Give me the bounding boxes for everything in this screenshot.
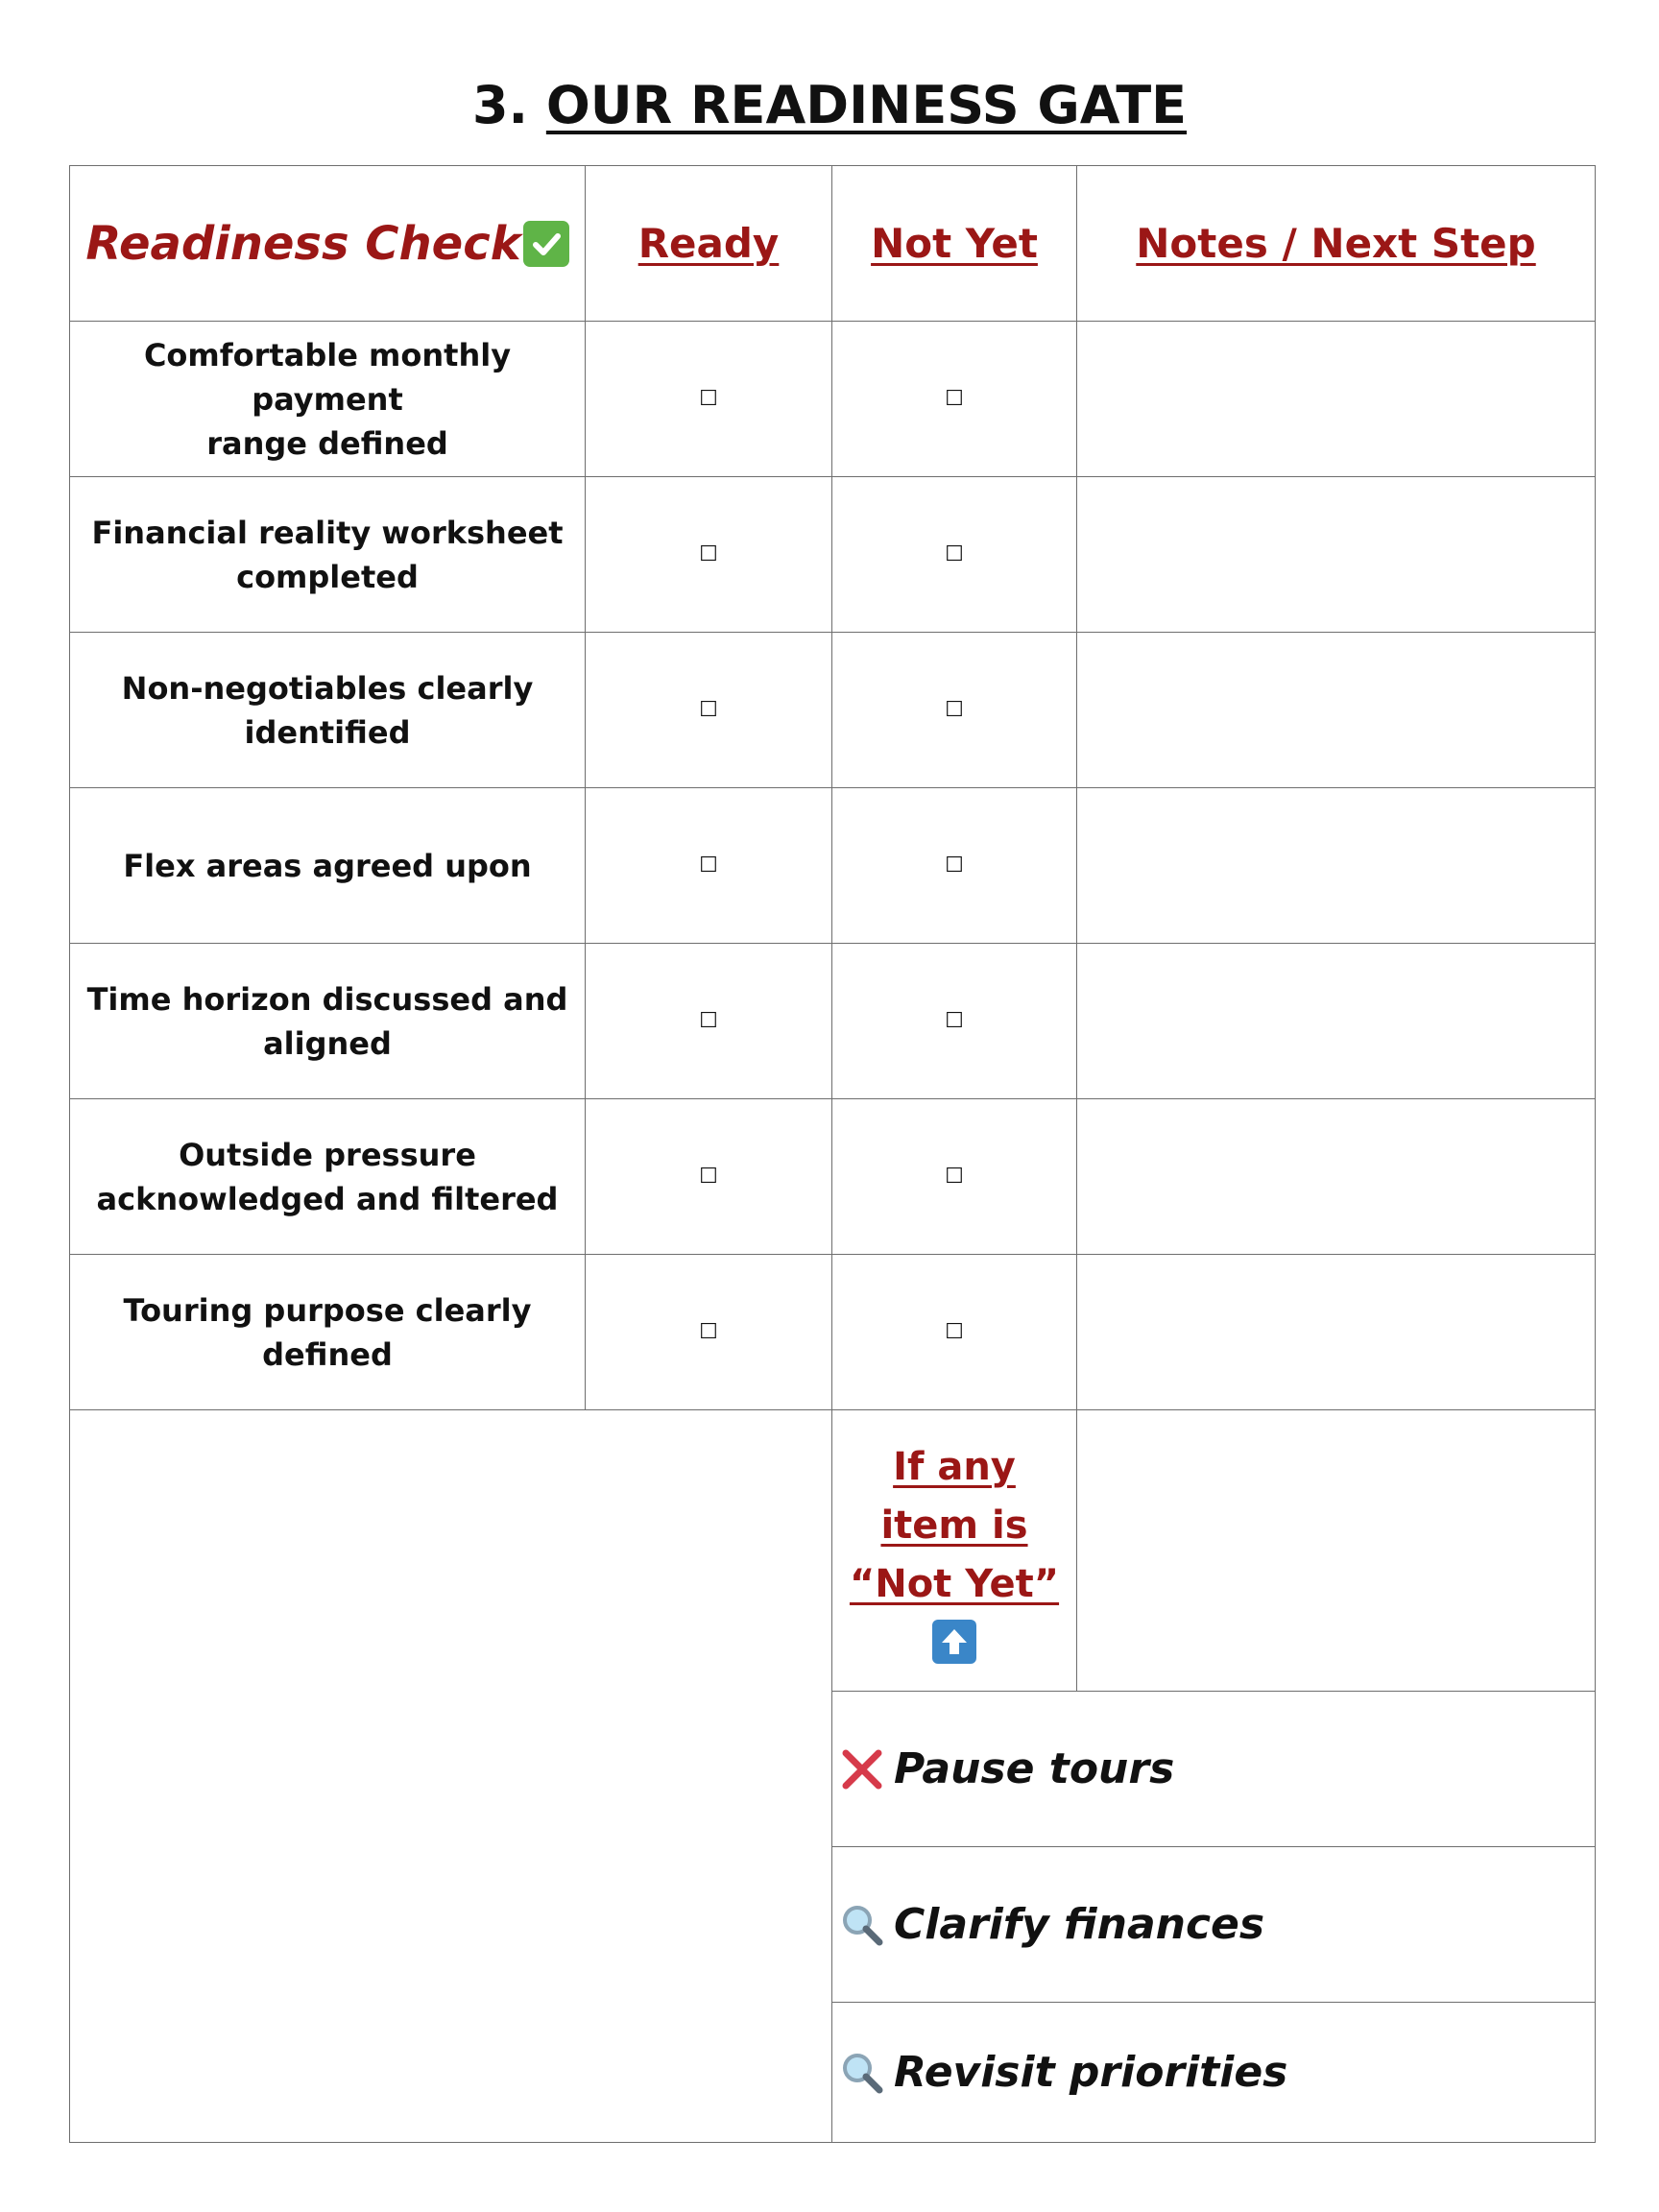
ready-checkbox[interactable]: ☐ — [585, 1254, 832, 1410]
ready-checkbox[interactable]: ☐ — [585, 632, 832, 788]
ready-checkbox[interactable]: ☐ — [585, 321, 832, 477]
magnifying-glass-icon — [840, 1903, 884, 1947]
row-label: Outside pressure acknowledged and filtered — [69, 1098, 586, 1255]
notes-field[interactable] — [1076, 321, 1596, 477]
up-arrow-icon — [932, 1620, 976, 1664]
not-yet-checkbox[interactable]: ☐ — [831, 476, 1077, 633]
header-ready-label: Ready — [637, 220, 780, 267]
page-title — [0, 75, 1659, 135]
row-label: Touring purpose clearly defined — [69, 1254, 586, 1410]
not-yet-checkbox[interactable]: ☐ — [831, 1254, 1077, 1410]
notes-field[interactable] — [1076, 476, 1596, 633]
action-pause-tours: Pause tours — [831, 1691, 1596, 1847]
notes-field[interactable] — [1076, 1254, 1596, 1410]
header-readiness-check-label: Readiness Check — [85, 216, 521, 271]
not-yet-checkbox[interactable]: ☐ — [831, 1098, 1077, 1255]
action-revisit-priorities: Revisit priorities — [831, 2002, 1596, 2143]
callout-notes-field[interactable] — [1076, 1409, 1596, 1692]
row-label: Time horizon discussed and aligned — [69, 943, 586, 1099]
cross-mark-icon — [840, 1747, 884, 1791]
ready-checkbox[interactable]: ☐ — [585, 1098, 832, 1255]
notes-field[interactable] — [1076, 943, 1596, 1099]
notes-field[interactable] — [1076, 787, 1596, 944]
if-not-yet-callout: If any item is “Not Yet” — [831, 1409, 1077, 1692]
row-label: Non-negotiables clearly identified — [69, 632, 586, 788]
check-mark-icon — [523, 221, 569, 267]
not-yet-checkbox[interactable]: ☐ — [831, 943, 1077, 1099]
readiness-table — [69, 165, 1596, 2143]
header-notes — [1076, 165, 1596, 322]
ready-checkbox[interactable]: ☐ — [585, 476, 832, 633]
header-readiness-check — [69, 165, 586, 322]
not-yet-checkbox[interactable]: ☐ — [831, 632, 1077, 788]
notes-field[interactable] — [1076, 1098, 1596, 1255]
title-text: OUR READINESS GATE — [545, 75, 1188, 135]
not-yet-checkbox[interactable]: ☐ — [831, 787, 1077, 944]
ready-checkbox[interactable]: ☐ — [585, 787, 832, 944]
notes-field[interactable] — [1076, 632, 1596, 788]
blank-area — [69, 1409, 832, 2143]
magnifying-glass-icon — [840, 2051, 884, 2095]
ready-checkbox[interactable]: ☐ — [585, 943, 832, 1099]
header-ready — [585, 165, 832, 322]
header-notes-label: Notes / Next Step — [1136, 220, 1536, 267]
row-label: Comfortable monthly payment range defined — [69, 321, 586, 477]
header-not-yet — [831, 165, 1077, 322]
not-yet-checkbox[interactable]: ☐ — [831, 321, 1077, 477]
action-clarify-finances: Clarify finances — [831, 1846, 1596, 2003]
row-label: Financial reality worksheet completed — [69, 476, 586, 633]
header-not-yet-label: Not Yet — [871, 220, 1038, 267]
row-label: Flex areas agreed upon — [69, 787, 586, 944]
title-number: 3. — [471, 75, 529, 135]
